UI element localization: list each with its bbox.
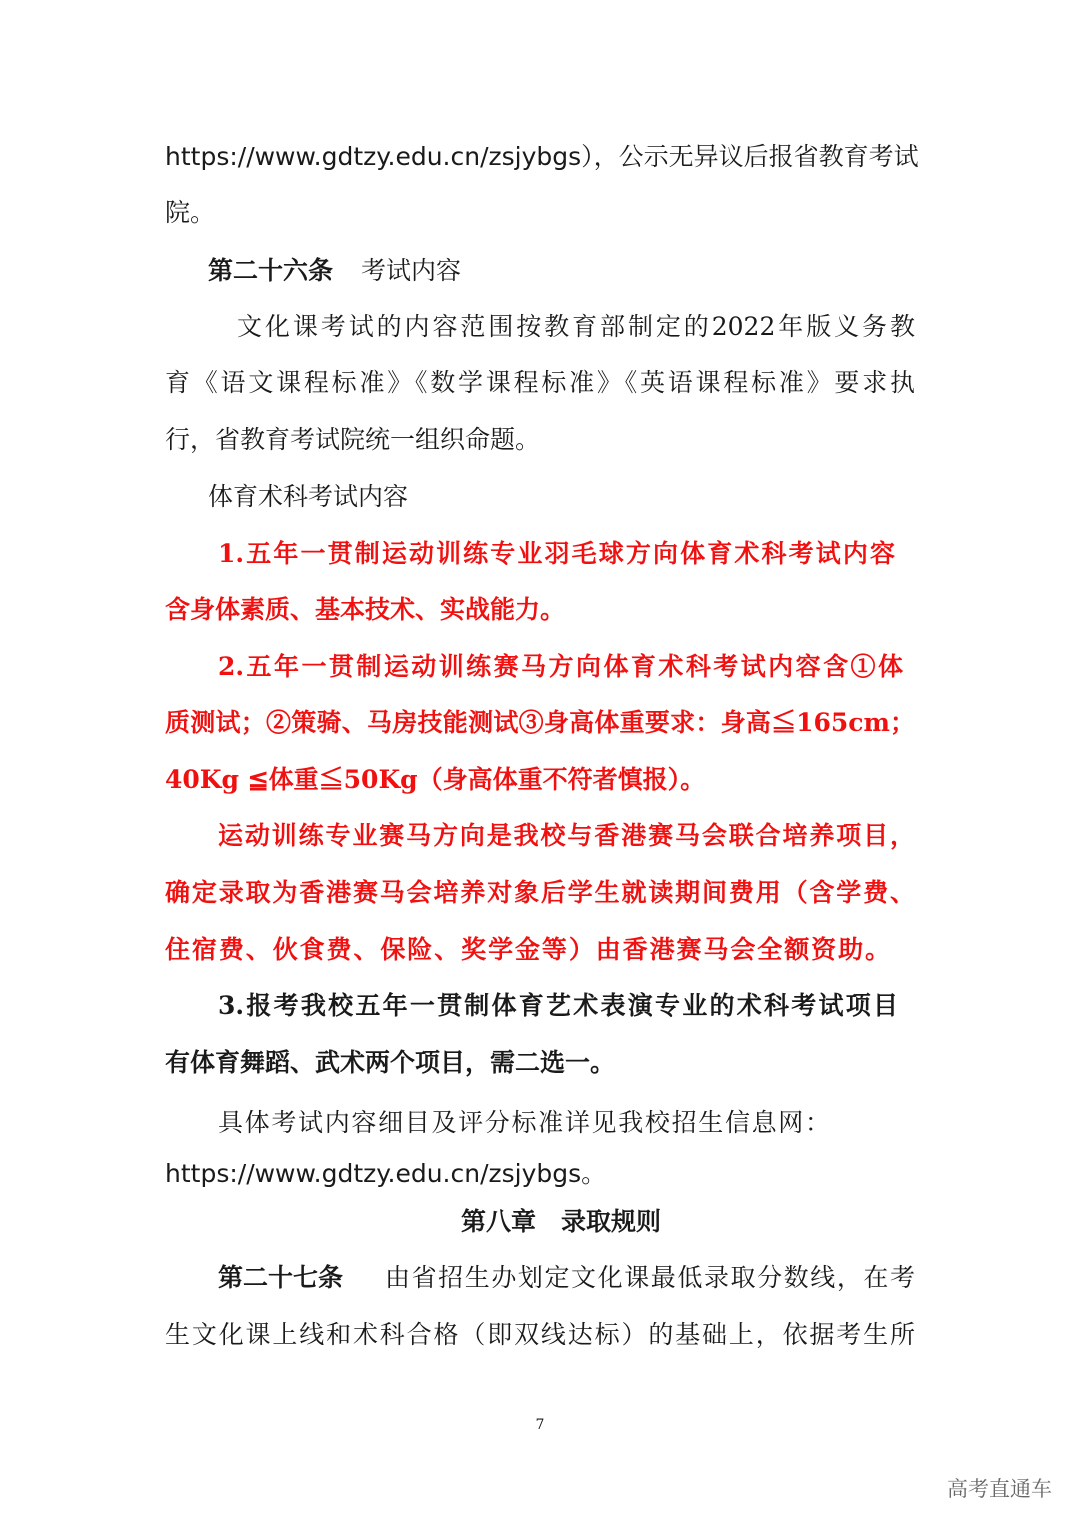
highlight-text: 确定录取为香港赛马会培养对象后学生就读期间费用（含学费、 — [165, 878, 915, 907]
highlight-text: 含身体素质、基本技术、实战能力。 — [165, 595, 566, 624]
url-line: https://www.gdtzy.edu.cn/zsjybgs），公示无异议后报省教育考试 — [165, 142, 919, 171]
highlight-text: 质测试；②策骑、马房技能测试③身高体重要求：身高≦165cm； — [165, 708, 915, 737]
body-text: 育《语文课程标准》《数学课程标准》《英语课程标准》要求执 — [165, 368, 915, 397]
article-number: 第二十七条 — [218, 1263, 344, 1292]
body-text: 由省招生办划定文化课最低录取分数线，在考 — [385, 1263, 915, 1292]
url-line: https://www.gdtzy.edu.cn/zsjybgs。 — [165, 1159, 607, 1188]
highlight-text: 运动训练专业赛马方向是我校与香港赛马会联合培养项目， — [218, 821, 915, 850]
highlight-text: 1.五年一贯制运动训练专业羽毛球方向体育术科考试内容 — [218, 539, 895, 568]
body-text: 生文化课上线和术科合格（即双线达标）的基础上，依据考生所 — [165, 1320, 915, 1349]
body-text: 行，省教育考试院统一组织命题。 — [165, 425, 541, 454]
watermark: 高考直通车 — [947, 1477, 1052, 1501]
highlight-text: 住宿费、伙食费、保险、奖学金等）由香港赛马会全额资助。 — [165, 935, 890, 964]
article-line — [218, 1260, 915, 1296]
highlight-text: 40Kg ≦体重≦50Kg（身高体重不符者慎报）。 — [165, 765, 706, 794]
article-heading — [208, 253, 958, 289]
body-text: 文化课考试的内容范围按教育部制定的2022年版义务教 — [237, 312, 915, 341]
bold-text: 有体育舞蹈、武术两个项目，需二选一。 — [165, 1048, 616, 1077]
highlight-text: 2.五年一贯制运动训练赛马方向体育术科考试内容含①体 — [218, 652, 903, 681]
article-number: 第二十六条 — [208, 256, 334, 285]
body-text: 院。 — [165, 198, 216, 227]
body-text: 具体考试内容细目及评分标准详见我校招生信息网： — [218, 1108, 830, 1137]
chapter-heading: 第八章 录取规则 — [460, 1207, 661, 1236]
bold-text: 3.报考我校五年一贯制体育艺术表演专业的术科考试项目 — [218, 991, 898, 1020]
section-label: 体育术科考试内容 — [208, 482, 409, 511]
page-number: 7 — [535, 1417, 545, 1433]
article-title: 考试内容 — [361, 256, 462, 285]
